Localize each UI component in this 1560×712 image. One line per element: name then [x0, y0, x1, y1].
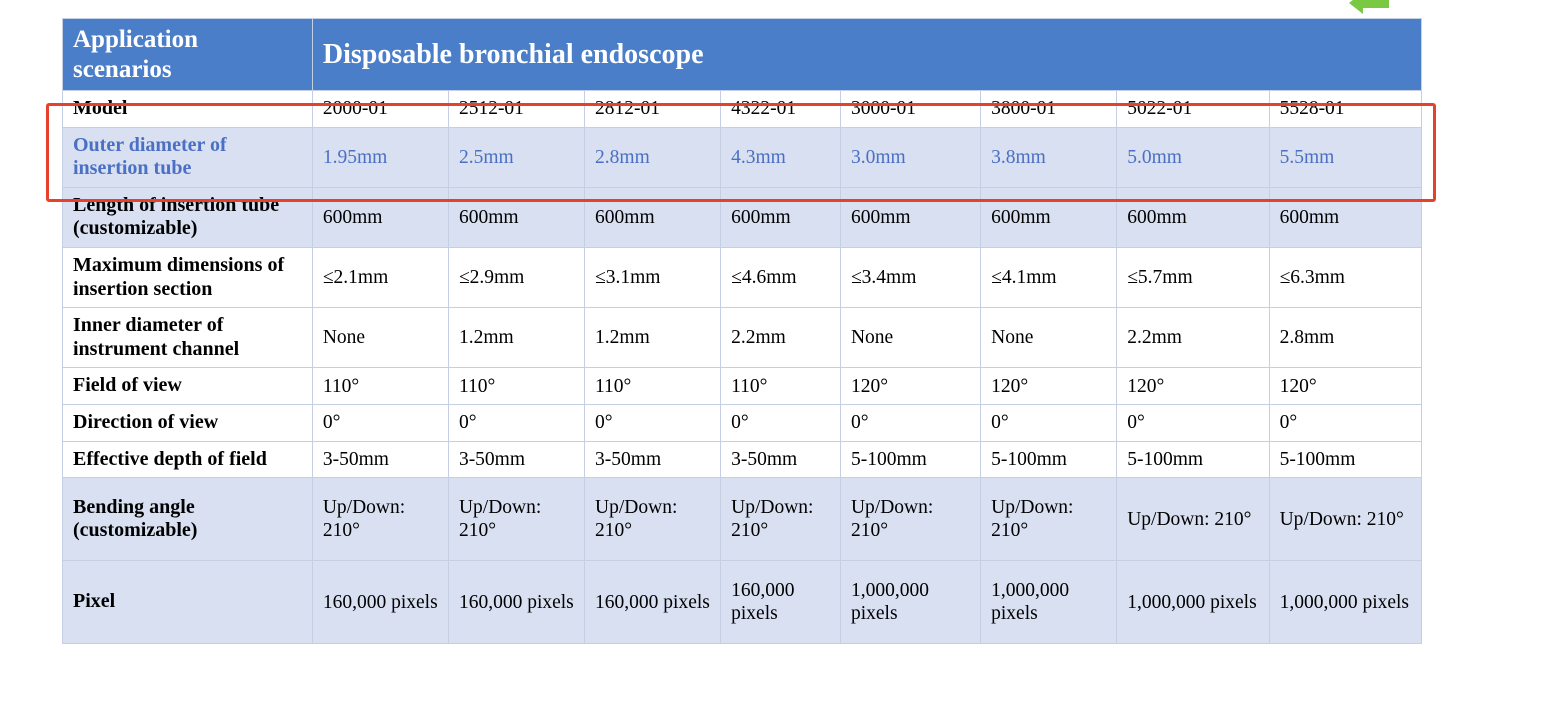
cell-innerdia-4: 2.2mm: [721, 308, 841, 368]
cell-length-1: 600mm: [312, 187, 448, 247]
row-label-inner-diameter: Inner diameter of instrument channel: [63, 308, 313, 368]
cell-dov-8: 0°: [1269, 404, 1421, 441]
cell-length-3: 600mm: [585, 187, 721, 247]
cell-length-6: 600mm: [981, 187, 1117, 247]
cell-maxdim-3: ≤3.1mm: [585, 247, 721, 307]
table-row: [63, 247, 1422, 307]
table-row: [63, 404, 1422, 441]
cell-maxdim-2: ≤2.9mm: [448, 247, 584, 307]
cell-dov-7: 0°: [1117, 404, 1269, 441]
cell-depth-7: 5-100mm: [1117, 441, 1269, 478]
cell-length-5: 600mm: [840, 187, 980, 247]
cell-outer-diameter-7: 5.0mm: [1117, 127, 1269, 187]
header-product-title: Disposable bronchial endoscope: [312, 19, 1421, 91]
cell-bending-6: Up/Down: 210°: [981, 478, 1117, 561]
cell-pixel-7: 1,000,000 pixels: [1117, 561, 1269, 644]
cell-length-4: 600mm: [721, 187, 841, 247]
cell-outer-diameter-4: 4.3mm: [721, 127, 841, 187]
cell-depth-8: 5-100mm: [1269, 441, 1421, 478]
table-row-highlighted: [63, 127, 1422, 187]
cell-dov-1: 0°: [312, 404, 448, 441]
cell-model-6: 3800-01: [981, 91, 1117, 128]
cell-model-7: 5022-01: [1117, 91, 1269, 128]
cell-fov-4: 110°: [721, 368, 841, 405]
cell-outer-diameter-6: 3.8mm: [981, 127, 1117, 187]
table-row: [63, 441, 1422, 478]
cell-fov-8: 120°: [1269, 368, 1421, 405]
cell-bending-7: Up/Down: 210°: [1117, 478, 1269, 561]
cell-innerdia-1: None: [312, 308, 448, 368]
cell-bending-2: Up/Down: 210°: [448, 478, 584, 561]
table-row: [63, 478, 1422, 561]
cell-length-7: 600mm: [1117, 187, 1269, 247]
cell-fov-6: 120°: [981, 368, 1117, 405]
cell-bending-8: Up/Down: 210°: [1269, 478, 1421, 561]
cell-innerdia-8: 2.8mm: [1269, 308, 1421, 368]
cell-depth-5: 5-100mm: [840, 441, 980, 478]
cell-dov-3: 0°: [585, 404, 721, 441]
cell-pixel-3: 160,000 pixels: [585, 561, 721, 644]
cell-fov-3: 110°: [585, 368, 721, 405]
cell-innerdia-5: None: [840, 308, 980, 368]
cell-fov-1: 110°: [312, 368, 448, 405]
table-row: [63, 91, 1422, 128]
spec-table-container: [62, 18, 1422, 644]
row-label-length-insertion-tube: Length of insertion tube (customizable): [63, 187, 313, 247]
cell-pixel-2: 160,000 pixels: [448, 561, 584, 644]
cell-model-3: 2812-01: [585, 91, 721, 128]
cell-outer-diameter-8: 5.5mm: [1269, 127, 1421, 187]
table-row: [63, 308, 1422, 368]
cell-fov-7: 120°: [1117, 368, 1269, 405]
row-label-direction-of-view: Direction of view: [63, 404, 313, 441]
row-label-bending-angle: Bending angle (customizable): [63, 478, 313, 561]
cell-depth-4: 3-50mm: [721, 441, 841, 478]
cell-pixel-6: 1,000,000 pixels: [981, 561, 1117, 644]
cell-depth-3: 3-50mm: [585, 441, 721, 478]
cell-model-2: 2512-01: [448, 91, 584, 128]
cell-length-8: 600mm: [1269, 187, 1421, 247]
cell-dov-5: 0°: [840, 404, 980, 441]
row-label-model: Model: [63, 91, 313, 128]
table-row: [63, 187, 1422, 247]
cell-fov-5: 120°: [840, 368, 980, 405]
cell-innerdia-3: 1.2mm: [585, 308, 721, 368]
cell-dov-2: 0°: [448, 404, 584, 441]
table-row: [63, 561, 1422, 644]
cell-depth-1: 3-50mm: [312, 441, 448, 478]
header-application-scenarios: Application scenarios: [63, 19, 313, 91]
cell-maxdim-1: ≤2.1mm: [312, 247, 448, 307]
cell-bending-3: Up/Down: 210°: [585, 478, 721, 561]
cell-innerdia-2: 1.2mm: [448, 308, 584, 368]
cell-outer-diameter-3: 2.8mm: [585, 127, 721, 187]
cell-length-2: 600mm: [448, 187, 584, 247]
cell-pixel-5: 1,000,000 pixels: [840, 561, 980, 644]
row-label-depth-of-field: Effective depth of field: [63, 441, 313, 478]
cell-pixel-8: 1,000,000 pixels: [1269, 561, 1421, 644]
row-label-field-of-view: Field of view: [63, 368, 313, 405]
cell-pixel-4: 160,000 pixels: [721, 561, 841, 644]
cell-maxdim-4: ≤4.6mm: [721, 247, 841, 307]
row-label-max-dimensions: Maximum dimensions of insertion section: [63, 247, 313, 307]
row-label-outer-diameter: Outer diameter of insertion tube: [63, 127, 313, 187]
cell-bending-5: Up/Down: 210°: [840, 478, 980, 561]
green-arrow-icon: [1345, 0, 1391, 16]
specifications-table: [62, 18, 1422, 644]
cell-depth-2: 3-50mm: [448, 441, 584, 478]
cell-pixel-1: 160,000 pixels: [312, 561, 448, 644]
cell-maxdim-5: ≤3.4mm: [840, 247, 980, 307]
cell-innerdia-6: None: [981, 308, 1117, 368]
cell-outer-diameter-5: 3.0mm: [840, 127, 980, 187]
cell-maxdim-8: ≤6.3mm: [1269, 247, 1421, 307]
table-row: [63, 368, 1422, 405]
cell-model-5: 3000-01: [840, 91, 980, 128]
cell-outer-diameter-2: 2.5mm: [448, 127, 584, 187]
cell-bending-4: Up/Down: 210°: [721, 478, 841, 561]
cell-dov-4: 0°: [721, 404, 841, 441]
cell-dov-6: 0°: [981, 404, 1117, 441]
cell-model-8: 5528-01: [1269, 91, 1421, 128]
cell-maxdim-6: ≤4.1mm: [981, 247, 1117, 307]
cell-model-4: 4322-01: [721, 91, 841, 128]
cell-innerdia-7: 2.2mm: [1117, 308, 1269, 368]
cell-fov-2: 110°: [448, 368, 584, 405]
cell-maxdim-7: ≤5.7mm: [1117, 247, 1269, 307]
table-header-row: [63, 19, 1422, 91]
cell-bending-1: Up/Down: 210°: [312, 478, 448, 561]
cell-outer-diameter-1: 1.95mm: [312, 127, 448, 187]
cell-depth-6: 5-100mm: [981, 441, 1117, 478]
row-label-pixel: Pixel: [63, 561, 313, 644]
cell-model-1: 2000-01: [312, 91, 448, 128]
